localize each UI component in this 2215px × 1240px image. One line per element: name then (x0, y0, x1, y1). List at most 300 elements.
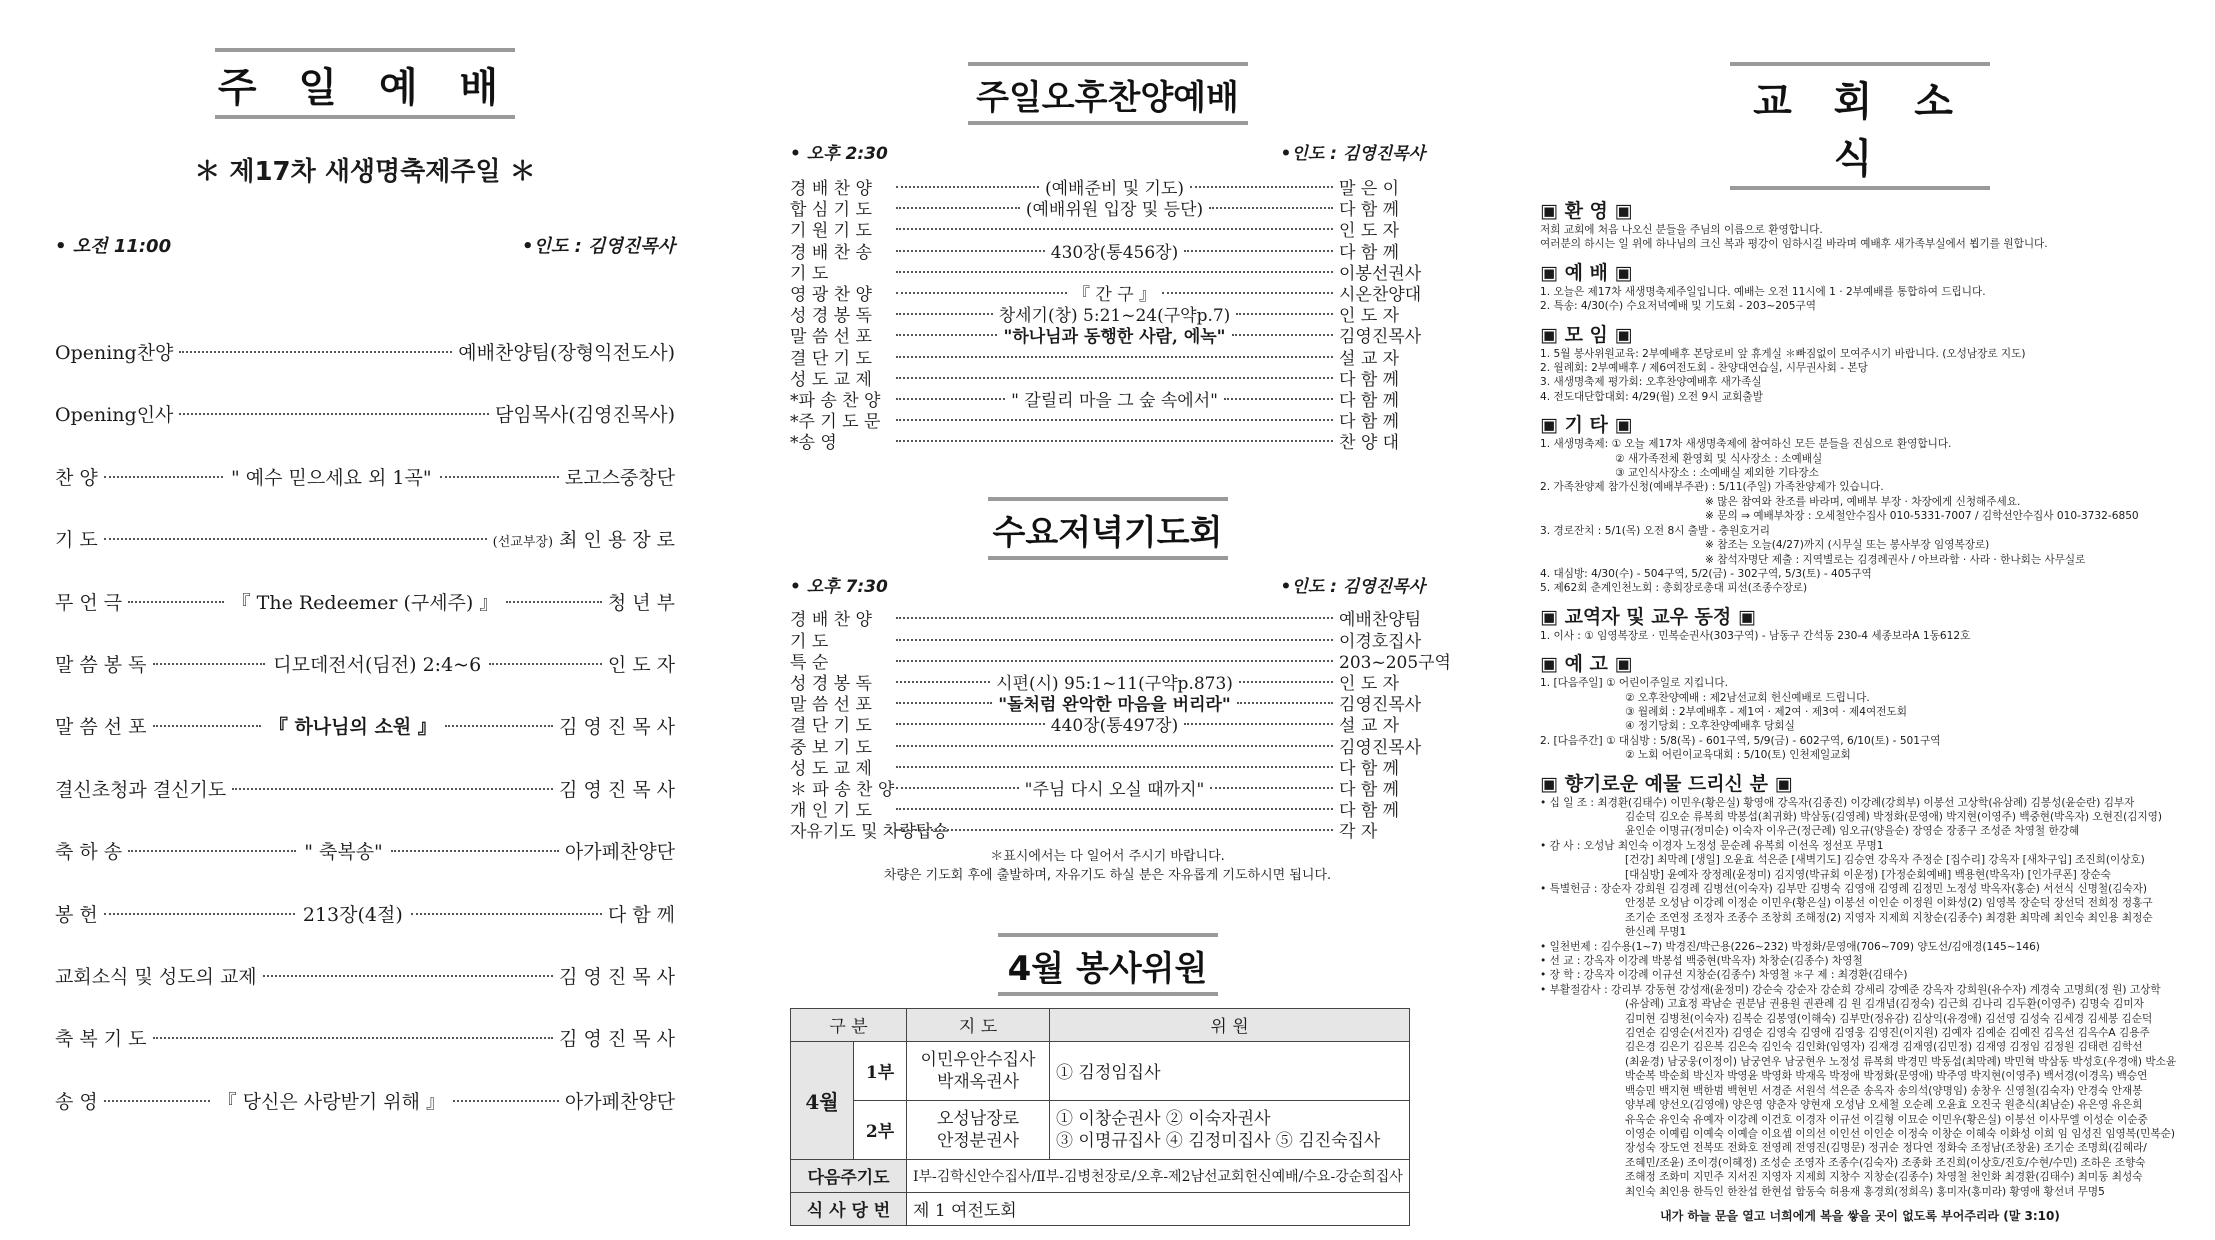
header-leader: 지 도 (907, 1008, 1050, 1041)
list-item (790, 711, 1425, 737)
order-label: 성 도 교 제 (790, 758, 872, 779)
news-line: ② 노회 어린이교육대회 : 5/10(토) 인천제일교회 (1625, 749, 1851, 762)
month-cell: 4월 (791, 1041, 854, 1159)
dot-leader (489, 663, 602, 665)
news-line: 양부례 양선오(김영애) 양은영 양춘자 양현재 오성남 오세철 오순례 오윤효 오진국 원춘식(최남순) 유은영 유은희 (1625, 1099, 2143, 1112)
news-line: 유옥순 유인숙 유예자 이강례 이건호 이경자 이규선 이길형 이묘순 이민우(황은실) 이봉선 이사무엘 이성순 이순중 (1625, 1113, 2148, 1126)
news-line: • 장 학 : 강옥자 이강례 이규선 지창순(김종수) 차영철 ＊구 제 : 최경환(김태수) (1540, 969, 1908, 982)
title-bar-bottom (988, 556, 1228, 560)
list-item (790, 775, 1425, 800)
list-item (790, 301, 1425, 327)
dot-leader (179, 351, 452, 353)
dot-leader (896, 808, 1333, 810)
order-person: 인 도 자 (1339, 674, 1400, 694)
order-label: 말 씀 선 포 (55, 716, 147, 739)
news-line: 3. 경로잔치 : 5/1(목) 오전 8시 출발 - 충원호거리 (1540, 524, 1770, 537)
news-line: ④ 정기당회 : 오후찬양예배후 당회실 (1625, 720, 1795, 733)
order-person: 다 함 께 (1339, 390, 1400, 411)
news-line: • 십 일 조 : 최경환(김태수) 이민우(황은실) 황영애 강옥자(김종진) 이강례(강희부) 이봉선 고상학(유삼례) 김봉성(윤순란) 김부자 (1540, 796, 2135, 809)
dot-leader (506, 601, 601, 603)
order-person: 예배찬양팀 (1339, 610, 1422, 631)
order-person: 청 년 부 (607, 591, 675, 614)
dot-leader (128, 601, 223, 603)
dot-leader (896, 723, 1045, 725)
wednesday-service-order (790, 605, 1451, 843)
news-line: 윤인순 이명규(정미순) 이숙자 이우근(정근례) 임오규(양을순) 장영순 장종구 조성준 차영철 한강혜 (1625, 825, 2080, 838)
news-line: 여러분의 하시는 일 위에 하나님의 크신 복과 평강이 임하시길 바라며 예배후 새가족부실에서 뵙기를 원합니다. (1540, 238, 2048, 251)
order-person: 김영진목사 (1339, 695, 1422, 716)
list-item (55, 900, 675, 962)
dot-leader (1224, 398, 1333, 400)
wednesday-service-title: 수요저녁기도회 (992, 513, 1223, 554)
part1-cell: 1부 (854, 1041, 907, 1100)
order-detail: 『 간 구 』 (1072, 284, 1157, 305)
order-detail: "돌처럼 완악한 마음을 버리라" (998, 695, 1231, 716)
order-person: 찬 양 대 (1339, 433, 1400, 454)
title-bar-bottom (998, 992, 1218, 996)
news-line: ② 새가족전체 환영회 및 식사장소 : 소예배실 (1615, 452, 1823, 465)
afternoon-service-leader: •인도 : 김영진목사 (1280, 144, 1425, 164)
order-detail: 『 The Redeemer (구세주) 』 (231, 591, 499, 614)
news-line: 조기순 조연정 조정자 조종수 조창희 조해정(2) 지영자 지제희 지창순(김종수) 최경환 최막례 최인숙 최인용 최정순 (1625, 911, 2153, 924)
list-item (790, 690, 1425, 716)
wednesday-service-title-box (988, 497, 1228, 560)
list-item (55, 338, 675, 400)
dot-leader (179, 413, 489, 415)
news-line: 이영순 이예림 이예숙 이예슬 이요셉 이의선 이인선 이인순 이정숙 이창순 이혜숙 이화성 이희 임 임성진 임영복(민복순) (1625, 1127, 2175, 1140)
bible-verse: 내가 하늘 문을 열고 너희에게 복을 쌓을 곳이 없도록 부어주리라 (말 3:10) (1660, 1208, 2060, 1223)
part2-cell: 2부 (854, 1100, 907, 1159)
order-detail: 213장(4절) (302, 903, 403, 926)
order-label: 특 순 (790, 652, 829, 673)
dot-leader (896, 787, 1019, 789)
order-detail: " 갈릴리 마을 그 숲 속에서" (1011, 390, 1218, 411)
dot-leader (896, 419, 1333, 421)
title-bar-bottom (215, 115, 515, 119)
header-members: 위 원 (1050, 1008, 1410, 1041)
welcome-heading: ▣ 환 영 ▣ (1540, 200, 1633, 222)
order-person: 김 영 진 목 사 (559, 716, 676, 739)
order-label: 봉 헌 (55, 903, 98, 926)
order-label: *파 송 찬 양 (790, 390, 881, 411)
order-label: Opening인사 (55, 404, 174, 427)
dot-leader (104, 476, 223, 478)
notice-list (1540, 676, 2180, 762)
church-news-title: 교 회 소 식 (1753, 79, 1967, 182)
order-label: 기 도 (790, 263, 829, 284)
order-label: *송 영 (790, 433, 837, 454)
order-label: 경 배 찬 송 (790, 242, 872, 263)
wednesday-service-time: • 오후 7:30 (790, 577, 888, 598)
order-label: 경 배 찬 양 (790, 179, 872, 199)
order-detail: 430장(통456장) (1050, 242, 1179, 263)
news-line: [건강] 최막례 [생일] 오윤효 석은준 [새벽기도] 김승연 강옥자 주정순 [집수리] 강옥자 [새차구입] 조진희(이상호) (1625, 854, 2145, 867)
afternoon-service-time: • 오후 2:30 (790, 144, 888, 164)
order-person: 각 자 (1339, 822, 1378, 843)
list-item (790, 817, 1425, 843)
dot-leader (896, 377, 1333, 379)
order-person: 인 도 자 (1339, 306, 1400, 327)
list-item (790, 428, 1425, 454)
news-line: 조혜민/조윤) 조이경(이혜정) 조성순 조영자 조종수(김숙자) 조종화 조진희(이상호/진호/수현/수민) 조하은 조향숙 (1625, 1156, 2146, 1169)
order-person: 로고스중창단 (564, 466, 675, 489)
news-line: ※ 참석자명단 제출 : 지역별로는 김경례권사 / 아브라함 · 사라 · 한나회는 사무실로 (1705, 553, 2086, 566)
sunday-service-title-box (215, 48, 515, 119)
news-line: ③ 월례회 : 2부예배후 - 제1여 · 제2여 · 제3여 · 제4여전도회 (1625, 705, 1907, 718)
list-item (790, 669, 1425, 694)
dot-leader (153, 725, 261, 727)
leader-name: 안정분권사 (936, 1130, 1020, 1151)
order-person: 담임목사(김영진목사) (494, 404, 675, 427)
list-item (55, 1024, 675, 1086)
dot-leader (896, 617, 1333, 619)
wednesday-service-meta (790, 572, 1425, 597)
news-line: 2. 가족찬양제 참가신청(예배부주관) : 5/11(주일) 가족찬양제가 있습니다. (1540, 481, 1884, 494)
afternoon-service-order (790, 174, 1425, 454)
leader-name: 박재옥권사 (936, 1071, 1020, 1092)
dot-leader (263, 975, 553, 977)
dot-leader (896, 440, 1333, 442)
order-label: 합 심 기 도 (790, 200, 872, 221)
order-label: 무 언 극 (55, 591, 123, 614)
dot-leader (1184, 250, 1333, 252)
order-label: ＊ 파 송 찬 양 (790, 779, 895, 800)
list-item (790, 238, 1425, 263)
news-line: 1. [다음주일] ① 어린이주일로 지킵니다. (1540, 677, 1728, 690)
standing-note: ＊표시에서는 다 일어서 주시기 바랍니다. (990, 848, 1225, 864)
dot-leader (411, 913, 602, 915)
order-label: 영 광 찬 양 (790, 284, 872, 305)
list-item (55, 775, 675, 837)
etc-heading: ▣ 기 타 ▣ (1540, 414, 1633, 437)
order-person: 다 함 께 (1339, 412, 1400, 433)
sunday-service-subtitle: ＊ 제17차 새생명축제주일 ＊ (194, 157, 536, 187)
news-line: ※ 많은 참여와 찬조를 바라며, 예배부 부장 · 차장에게 신청해주세요. (1705, 495, 2021, 508)
dot-leader (1210, 787, 1333, 789)
order-label: 결 단 기 도 (790, 716, 872, 737)
member-line: ① 이창순권사 ② 이숙자권사 (1056, 1108, 1271, 1129)
list-item (790, 365, 1425, 390)
news-line: 1. 5월 봉사위원교육: 2부예배후 본당로비 앞 휴게실 ＊빠짐없이 모여주시기 바랍니다. (오성남장로 지도) (1540, 347, 2026, 360)
order-label: 말 씀 선 포 (790, 327, 872, 348)
sunday-service-meta (55, 232, 675, 258)
volunteers-title: 4월 봉사위원 (1007, 948, 1208, 989)
welcome-list (1540, 223, 2180, 252)
order-detail: 『 하나님의 소원 』 (268, 716, 437, 739)
list-item (790, 322, 1425, 348)
order-person: 인 도 자 (607, 653, 676, 676)
order-label: 송 영 (55, 1090, 98, 1113)
news-line: 2. [다음주간] ① 대심방 : 5/8(목) - 601구역, 5/9(금) - 602구역, 6/10(토) - 501구역 (1540, 734, 1941, 747)
order-label: 결 단 기 도 (790, 348, 872, 369)
dot-leader (1162, 292, 1333, 294)
order-label: 성 경 봉 독 (790, 674, 872, 694)
dot-leader (453, 1100, 559, 1102)
order-person: 최 인 용 장 로 (559, 529, 675, 552)
order-label: 성 도 교 제 (790, 369, 872, 390)
afternoon-service-meta (790, 139, 1425, 164)
vehicle-note: 차량은 기도회 후에 출발하며, 자유기도 하실 분은 자유롭게 기도하시면 됩니다. (883, 867, 1332, 883)
news-line: 1. 오늘은 제17차 새생명축제주일입니다. 예배는 오전 11시에 1 · 2부예배를 통합하여 드립니다. (1540, 285, 1986, 298)
header-category: 구 분 (791, 1008, 907, 1041)
news-line: 김순덕 김오순 류복희 박봉섭(최귀화) 박삼동(김영례) 박정화(문영애) 박지현(이영주) 백중현(박옥자) 오현진(김지영) (1625, 810, 2163, 823)
worship-heading: ▣ 예 배 ▣ (1540, 261, 1633, 284)
order-person: 다 함 께 (1339, 801, 1400, 822)
list-item (55, 962, 675, 1024)
news-line: [대심방] 윤예자 장정례(윤정미) 김지영(박규회 이운정) [가정순회예배] 백용현(박옥자) [인가쿠폰] 장순숙 (1625, 868, 2111, 881)
dot-leader (896, 250, 1045, 252)
list-item (790, 605, 1425, 631)
list-item (790, 386, 1425, 411)
order-detail: " 예수 믿으세요 외 1곡" (231, 466, 432, 489)
order-person: 시온찬양대 (1339, 284, 1422, 305)
news-line: • 일천번제 : 김수용(1~7) 박경진/박근용(226~232) 박정화/문영애(706~709) 양도선/김애경(145~146) (1540, 940, 2040, 953)
leader-name: 이민우안수집사 (920, 1049, 1036, 1070)
order-person: 다 함 께 (1339, 779, 1400, 800)
order-person: 다 함 께 (1339, 242, 1400, 263)
dot-leader (896, 334, 997, 336)
offering-list (1540, 796, 2180, 1199)
dot-leader (896, 207, 1020, 209)
dot-leader (1184, 723, 1333, 725)
dot-leader (896, 829, 1333, 831)
table-row (791, 1100, 1410, 1159)
dot-leader (153, 663, 266, 665)
dot-leader (440, 476, 559, 478)
list-item (790, 174, 1425, 199)
news-line: 김연순 김영순(서진자) 김영순 김영숙 김영애 김영웅 김영진(이지원) 김예자 김예순 김예진 김옥선 김옥수A 김용주 (1625, 1027, 2150, 1040)
order-label: 말 씀 봉 독 (55, 653, 147, 676)
part2-members (1050, 1100, 1410, 1159)
order-label: 축 하 송 (55, 841, 123, 864)
dot-leader (1209, 207, 1333, 209)
dot-leader (1236, 313, 1333, 315)
order-person: 설 교 자 (1339, 348, 1400, 369)
volunteers-table (790, 1008, 1410, 1226)
sunday-service-time: • 오전 11:00 (55, 236, 172, 257)
order-detail: (예배위원 입장 및 등단) (1025, 200, 1204, 221)
order-person: 이봉선권사 (1339, 263, 1422, 284)
order-label: 교회소식 및 성도의 교제 (55, 965, 257, 988)
order-label: 축 복 기 도 (55, 1028, 147, 1051)
order-label: Opening찬양 (55, 342, 174, 364)
dot-leader (104, 1100, 210, 1102)
moving-heading: ▣ 교역자 및 교우 동정 ▣ (1540, 605, 1756, 628)
order-person: 아가페찬양단 (564, 1090, 676, 1113)
news-line: 1. 새생명축제: ① 오늘 제17차 새생명축제에 참여하신 모든 분들을 진심으로 환영합니다. (1540, 438, 1952, 451)
order-person: 인 도 자 (1339, 221, 1400, 242)
list-item (55, 588, 675, 650)
dot-leader (896, 681, 990, 683)
news-line: 1. 이사 : ① 임영복장로 · 민복순권사(303구역) - 남동구 간석동 230-4 세종보라A 1동612호 (1540, 629, 1971, 642)
list-item (55, 400, 675, 462)
dot-leader (896, 745, 1333, 747)
dot-leader (896, 398, 1005, 400)
news-line: 한신례 무명1 (1625, 926, 1687, 939)
order-person: 말 은 이 (1339, 179, 1400, 199)
order-person: 김 영 진 목 사 (559, 965, 675, 988)
order-detail: 시편(시) 95:1~11(구약p.873) (996, 674, 1233, 694)
wednesday-service-leader: •인도 : 김영진목사 (1280, 577, 1425, 598)
order-person: 예배찬양팀(장형익전도사) (458, 342, 675, 364)
order-detail: "하나님과 동행한 사람, 에녹" (1003, 327, 1226, 348)
afternoon-service-title-box (968, 62, 1248, 125)
offering-heading: ▣ 향기로운 예물 드리신 분 ▣ (1540, 772, 1793, 795)
table-row (791, 1041, 1410, 1100)
meeting-list (1540, 347, 2180, 405)
order-person: 아가페찬양단 (564, 841, 675, 864)
news-line: 김은경 김은기 김은복 김은숙 김인숙 김인화(임영자) 김재경 김재영(김민정) 김재영 김정임 김정원 김태련 김학선 (1625, 1041, 2143, 1054)
dot-leader (896, 186, 1039, 188)
church-news-title-box (1730, 62, 1990, 190)
news-line: • 선 교 : 강옥자 이강례 박봉섭 백중현(박옥자) 차창순(김종수) 차영철 (1540, 955, 1863, 968)
order-label: 자유기도 및 차량탑승 (790, 822, 949, 843)
church-news-column (1540, 0, 2180, 1240)
order-label: 결신초청과 결신기도 (55, 778, 227, 801)
list-item (790, 195, 1425, 221)
dot-leader (896, 228, 1333, 230)
dot-leader (445, 725, 553, 727)
order-detail: 440장(통497장) (1050, 716, 1179, 737)
volunteers-title-box (998, 933, 1218, 996)
table-header-row (791, 1008, 1410, 1041)
order-person: 김영진목사 (1339, 737, 1422, 758)
list-item (55, 1087, 675, 1149)
order-label: 성 경 봉 독 (790, 306, 872, 327)
order-label: 중 보 기 도 (790, 737, 872, 758)
order-person: 김영진목사 (1339, 327, 1422, 348)
order-person: 다 함 께 (1339, 369, 1400, 390)
dot-leader (128, 850, 296, 852)
list-item (55, 525, 675, 587)
list-item (55, 463, 675, 525)
sunday-service-order (55, 338, 675, 1149)
meal-duty-label: 식 사 당 번 (791, 1192, 907, 1225)
order-detail: 창세기(창) 5:21~24(구약p.7) (998, 306, 1231, 327)
order-person: 김 영 진 목 사 (559, 778, 675, 801)
order-detail: 디모데전서(딤전) 2:4~6 (273, 653, 482, 676)
news-line: 5. 제62회 춘계인천노회 : 총회장로총대 피선(조종수장로) (1540, 582, 1808, 595)
sunday-service-leader: •인도 : 김영진목사 (522, 236, 675, 257)
list-item (790, 648, 1451, 673)
news-line: • 감 사 : 오성남 최인숙 이경자 노정성 문순례 유복희 이선옥 정선포 무명1 (1540, 839, 1884, 852)
dot-leader (896, 660, 1333, 662)
next-prayer-label: 다음주기도 (791, 1159, 907, 1192)
news-line: 박순복 박순희 박신자 박영윤 박영화 박재옥 박정애 박정화(문영애) 박주영 박지현(이영주) 백서경(이경옥) 백승연 (1625, 1070, 2148, 1083)
news-line: 4. 대심방: 4/30(수) - 504구역, 5/2(금) - 302구역, 5/3(토) - 405구역 (1540, 567, 1872, 580)
news-line: • 부활절감사 : 강리부 강동현 강성재(윤정미) 강순숙 강순자 강순희 강세리 강예준 강옥자 강희원(유수자) 계경숙 고명희(정 원) 고상학 (1540, 983, 2161, 996)
order-label: 기 도 (55, 529, 98, 552)
order-person: 설 교 자 (1339, 716, 1400, 737)
order-detail: "주님 다시 오실 때까지" (1024, 779, 1205, 800)
order-label: 찬 양 (55, 466, 98, 489)
news-line: 저희 교회에 처음 나오신 분들을 주님의 이름으로 환영합니다. (1540, 224, 1823, 236)
notice-heading: ▣ 예 고 ▣ (1540, 653, 1633, 676)
sunday-service-title: 주 일 예 배 (217, 65, 513, 111)
meeting-heading: ▣ 모 임 ▣ (1540, 323, 1633, 346)
order-label: 기 원 기 도 (790, 221, 872, 242)
church-news-body (1540, 196, 2180, 1199)
list-item (790, 627, 1425, 652)
dot-leader (391, 850, 559, 852)
order-detail: " 축복송" (304, 841, 383, 864)
news-line: 백승민 백지현 백한범 백현빈 서경준 서원석 석은준 송옥자 송의석(양명임) 송창우 신영철(김숙자) 안경숙 안재봉 (1625, 1084, 2143, 1097)
next-prayer-value: Ⅰ부-김학신안수집사/Ⅱ부-김병천장로/오후-제2남선교회헌신예배/수요-강순희집사 (907, 1159, 1410, 1192)
part2-leaders (907, 1100, 1050, 1159)
part1-leaders (907, 1041, 1050, 1100)
order-detail: (예배준비 및 기도) (1044, 179, 1185, 199)
moving-list (1540, 629, 2180, 643)
news-line: ※ 참조는 오늘(4/27)까지 (시무실 또는 봉사부장 임영복장로) (1705, 539, 1990, 552)
order-person: 김 영 진 목 사 (559, 1028, 675, 1051)
table-row (791, 1159, 1410, 1192)
dot-leader (104, 913, 295, 915)
list-item (55, 650, 675, 712)
title-bar-bottom (1730, 186, 1990, 190)
news-line: 2. 월례회: 2부예배후 / 제6여전도회 - 찬양대연습실, 시무권사회 - 본당 (1540, 362, 1868, 375)
news-line: 2. 특송: 4/30(수) 수요저녁예배 및 기도회 - 203~205구역 (1540, 300, 1816, 313)
order-person: 203~205구역 (1339, 652, 1451, 673)
news-line: 장성숙 장도연 전복또 전화호 전영례 전영진(김명문) 정귀순 정다연 정화숙 조정남(조창윤) 조기순 조명희(김혜라/ (1625, 1142, 2147, 1155)
news-line: ※ 문의 ⇒ 예배부차장 : 오세철안수집사 010-5331-7007 / 김학선안수집사 010-3732-6850 (1705, 510, 2139, 523)
news-line: 4. 전도대단합대회: 4/29(월) 오전 9시 교회출발 (1540, 390, 1763, 403)
dot-leader (896, 313, 993, 315)
list-item (55, 837, 675, 899)
order-label: 말 씀 선 포 (790, 695, 872, 716)
worship-list (1540, 285, 2180, 314)
news-line: ② 오후찬양예배 : 제2남선교회 헌신예배로 드립니다. (1625, 691, 1870, 704)
dot-leader (896, 292, 1067, 294)
dot-leader (1239, 681, 1333, 683)
order-person: 이경호집사 (1339, 631, 1422, 652)
list-item (790, 280, 1425, 305)
news-line: (유삼례) 고효정 곽남순 권분남 권용원 권관례 김 원 김개념(김정숙) 김근희 김나리 김두환(이영주) 김명숙 김미자 (1625, 998, 2144, 1011)
order-label: *주 기 도 문 (790, 412, 881, 433)
news-line: 조해정 조화미 지민주 지서진 지영자 지제희 지창수 지창순(김종수) 차영철 천인화 최경환(김태수) 최미동 최성숙 (1625, 1171, 2143, 1184)
order-label: 경 배 찬 양 (790, 610, 872, 631)
weekday-services-column (790, 0, 1451, 1240)
order-detail: 『 당신은 사랑받기 위해 』 (217, 1090, 445, 1113)
dot-leader (896, 639, 1333, 641)
dot-leader (896, 356, 1333, 358)
list-item (790, 754, 1425, 779)
dot-leader (153, 1037, 554, 1039)
dot-leader (1237, 702, 1333, 704)
order-role: (선교부장) (492, 535, 554, 551)
dot-leader (1190, 186, 1333, 188)
meal-duty-value: 제 1 여전도회 (907, 1192, 1410, 1225)
sunday-service-column (55, 0, 675, 1240)
news-line: ③ 교인식사장소 : 소예배실 제외한 기타장소 (1615, 467, 1819, 480)
news-line: 안정분 오성남 이강례 이정순 이민우(황은실) 이봉선 이인순 이정원 이화성(2) 임영복 장순덕 장선덕 전희정 정홍구 (1625, 897, 2153, 910)
list-item (55, 712, 675, 774)
dot-leader (104, 538, 487, 540)
news-line: 김미현 김병천(이숙자) 김복순 김봉영(이해숙) 김부만(정유감) 김상익(유경애) 김선영 김성숙 김세경 김세봉 김순덕 (1625, 1012, 2153, 1025)
order-person: 다 함 께 (607, 903, 676, 926)
wednesday-notes (790, 847, 1425, 885)
news-line: 최인숙 최인용 한득인 한찬섭 한현섭 함동숙 허용재 홍경희(정희옥) 홍미자(홍미라) 황영애 황선녀 무명5 (1625, 1185, 2105, 1198)
order-person: 다 함 께 (1339, 200, 1400, 221)
member-line: ③ 이명규집사 ④ 김정미집사 ⑤ 김진숙집사 (1056, 1130, 1381, 1151)
order-label: 기 도 (790, 631, 829, 652)
part1-members: ① 김정임집사 (1050, 1041, 1410, 1100)
dot-leader (232, 788, 553, 790)
dot-leader (896, 766, 1333, 768)
order-label: 개 인 기 도 (790, 801, 872, 822)
afternoon-service-title: 주일오후찬양예배 (976, 78, 1239, 118)
dot-leader (896, 702, 992, 704)
dot-leader (1232, 334, 1333, 336)
